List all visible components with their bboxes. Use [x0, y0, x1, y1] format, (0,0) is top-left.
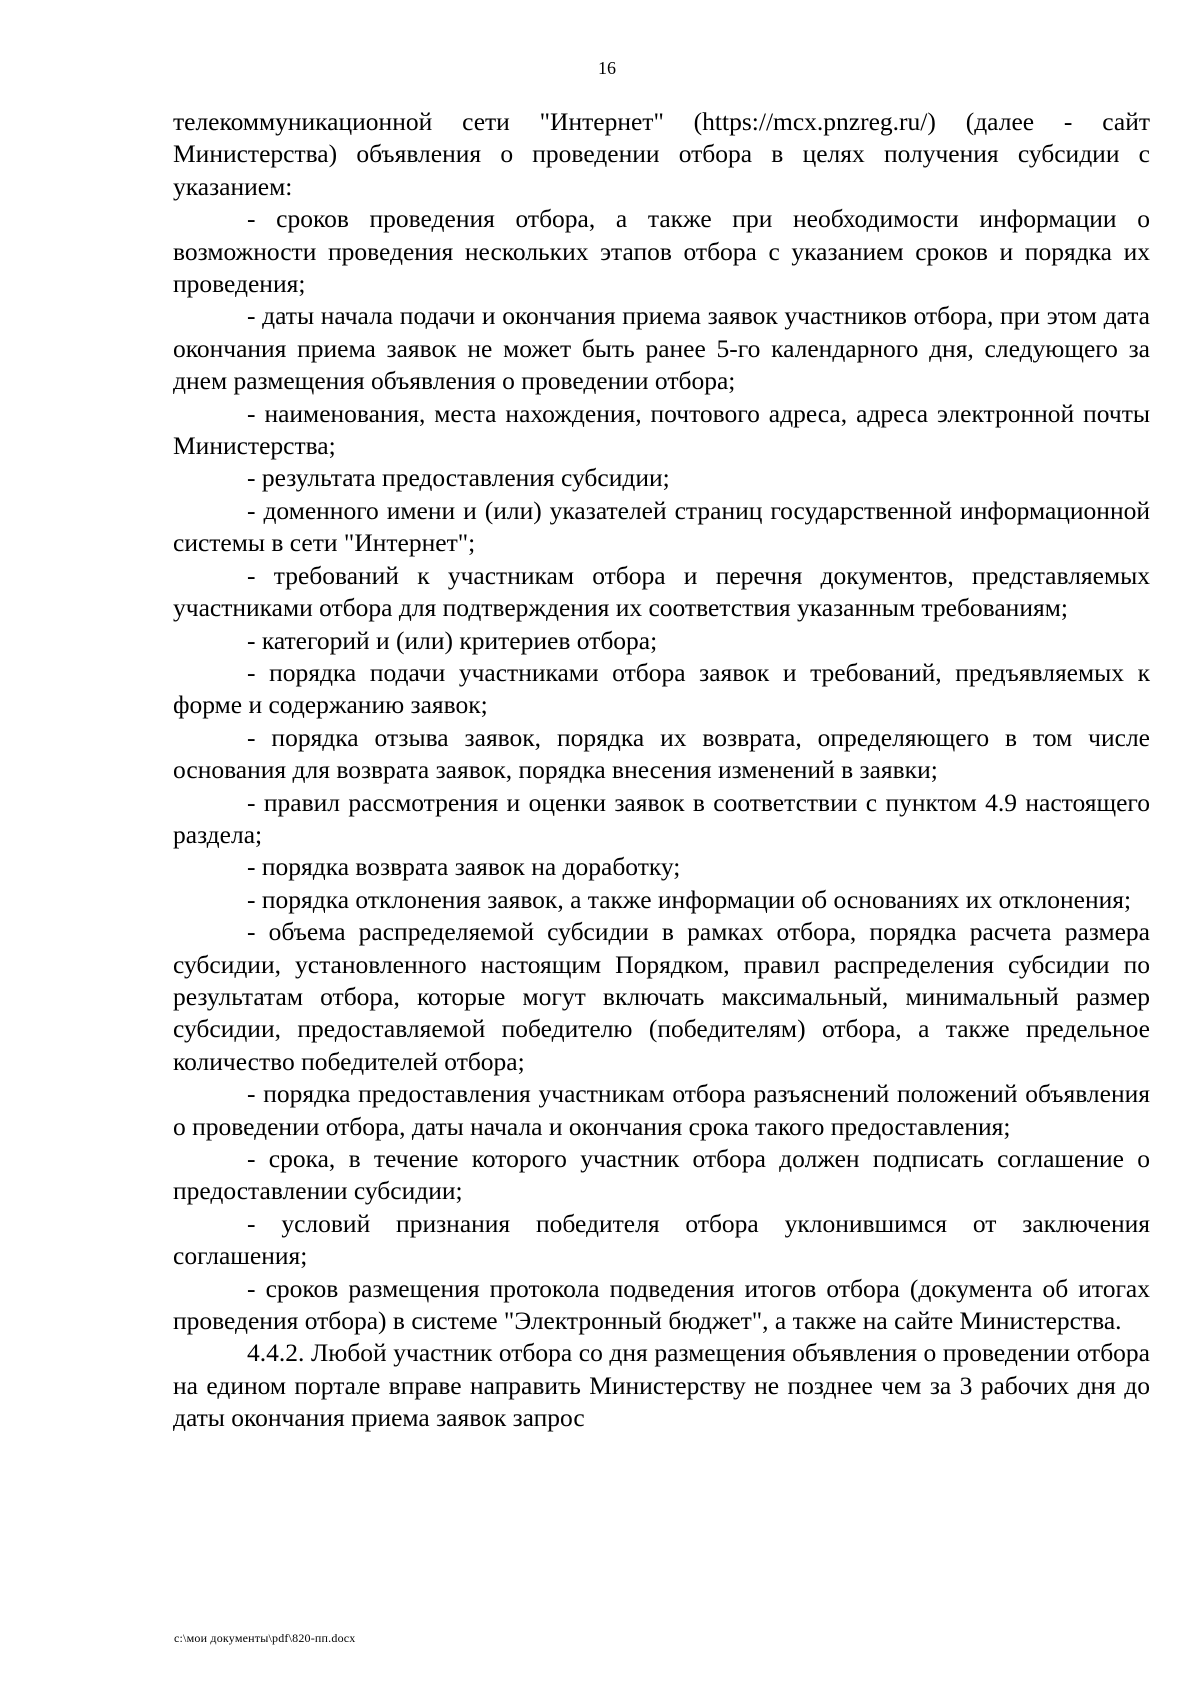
list-item: - порядка предоставления участникам отбора разъяснений положений объявления о проведении отбора, даты начала и окончания срока такого предоставления;: [173, 1079, 1150, 1141]
list-item: - порядка отклонения заявок, а также информации об основаниях их отклонения;: [247, 884, 1132, 914]
list-item: - порядка возврата заявок на доработку;: [247, 852, 681, 882]
document-body: [173, 106, 1150, 1435]
list-item: - порядка отзыва заявок, порядка их возврата, определяющего в том числе основания для возврата заявок, порядка внесения изменений в заявки;: [173, 722, 1150, 785]
page-number: 16: [598, 58, 616, 78]
list-item: - требований к участникам отбора и перечня документов, представляемых участниками отбора для подтверждения их соответствия указанным требованиям;: [173, 560, 1150, 623]
list-item: - правил рассмотрения и оценки заявок в соответствии с пунктом 4.9 настоящего раздела;: [173, 787, 1150, 849]
list-item: - условий признания победителя отбора уклонившимся от заключения соглашения;: [173, 1208, 1150, 1271]
file-path-footer: c:\мои документы\pdf\820-пп.docx: [174, 1631, 356, 1645]
list-item: - категорий и (или) критериев отбора;: [247, 625, 658, 655]
list-item: - объема распределяемой субсидии в рамках отбора, порядка расчета размера субсидии, установленного настоящим Порядком, правил распределения субсидии по результатам отбора, которые могут включать максимальный, минимальный размер субсидии, предоставляемой победителю (победителям) отбора, а также предельное количество победителей отбора;: [173, 917, 1150, 1076]
list-item: - срока, в течение которого участник отбора должен подписать соглашение о предоставлении субсидии;: [173, 1144, 1150, 1206]
list-item: - наименования, места нахождения, почтового адреса, адреса электронной почты Министерства;: [173, 398, 1150, 461]
list-item: - даты начала подачи и окончания приема заявок участников отбора, при этом дата окончания приема заявок не может быть ранее 5-го календарного дня, следующего за днем размещения объявления о проведении отбора;: [173, 301, 1150, 396]
list-item: - сроков проведения отбора, а также при необходимости информации о возможности проведения нескольких этапов отбора с указанием сроков и порядка их проведения;: [173, 204, 1150, 299]
clause-paragraph: 4.4.2. Любой участник отбора со дня размещения объявления о проведении отбора на едином портале вправе направить Министерству не позднее чем за 3 рабочих дня до даты окончания приема заявок запрос: [173, 1338, 1150, 1433]
paragraph: телекоммуникационной сети "Интернет" (https://mcx.pnzreg.ru/) (далее - сайт Министерства) объявления о проведении отбора в целях получения субсидии с указанием:: [173, 107, 1150, 201]
list-item: - результата предоставления субсидии;: [247, 463, 670, 493]
list-item: - доменного имени и (или) указателей страниц государственной информационной системы в сети "Интернет";: [173, 495, 1150, 558]
list-item: - сроков размещения протокола подведения итогов отбора (документа об итогах проведения отбора) в системе "Электронный бюджет", а также на сайте Министерства.: [173, 1273, 1150, 1336]
list-item: - порядка подачи участниками отбора заявок и требований, предъявляемых к форме и содержанию заявок;: [173, 657, 1150, 720]
